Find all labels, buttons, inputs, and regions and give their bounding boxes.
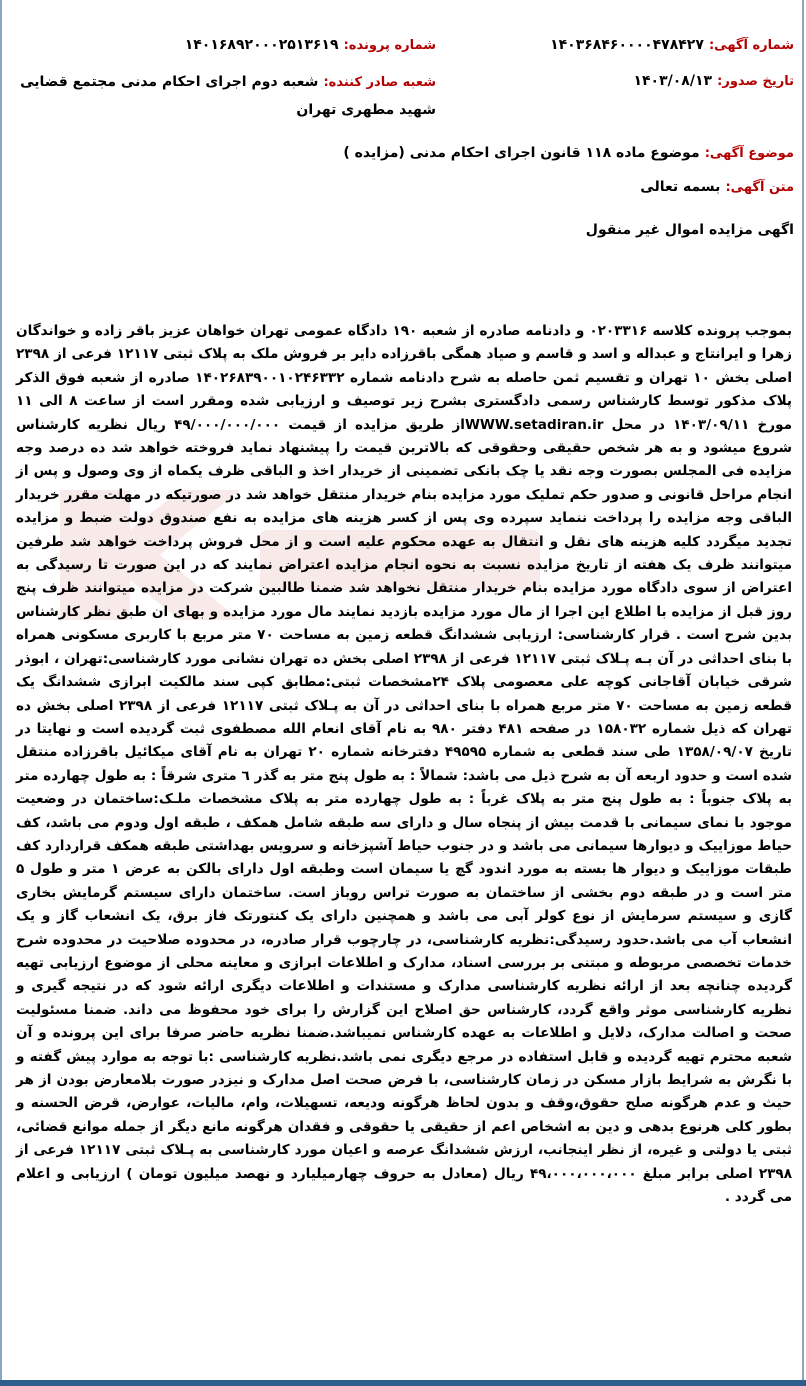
subject-label: موضوع آگهی: xyxy=(704,146,794,161)
subject-value: موضوع ماده ۱۱۸ قانون اجرای احکام مدنی (مزایده ) xyxy=(343,145,700,161)
subject-row xyxy=(14,142,794,161)
notice-number: ۱۴۰۳۶۸۴۶۰۰۰۰۴۷۸۴۲۷ xyxy=(550,37,704,53)
notice-number-label: شماره آگهی: xyxy=(708,38,794,53)
body-text-label: متن آگهی: xyxy=(725,180,794,195)
file-number: ۱۴۰۱۶۸۹۲۰۰۰۲۵۱۳۶۱۹ xyxy=(184,37,339,53)
notice-heading: اگهی مزایده اموال غیر منقول xyxy=(585,222,794,238)
file-number-label: شماره پرونده: xyxy=(343,38,436,53)
issuer: شعبه دوم اجرای احکام مدنی مجتمع قضایی شهید مطهری تهران xyxy=(20,74,436,118)
file-number-row xyxy=(16,34,436,53)
bottom-bar xyxy=(0,1380,806,1386)
body-text-value: بسمه تعالی xyxy=(640,179,721,195)
issue-date-label: تاریخ صدور: xyxy=(717,74,794,89)
issue-date-row xyxy=(404,70,794,89)
notice-number-row xyxy=(404,34,794,53)
notice-body: بموجب پرونده کلاسه ۰۲۰۳۳۱۶ و دادنامه صادره از شعبه ۱۹۰ دادگاه عمومی تهران خواهان عزیز باقر زاده و خواندگان زهرا و ایرانتاج و عبداله و اسد و قاسم و صیاد همگی باقرزاده دایر بر فروش ملک به پلاک ثبتی ۱۲۱۱۷ فرعی از ۲۳۹۸ اصلی بخش ۱۰ تهران و تقسیم ثمن حاصله به شرح دادنامه شماره ۱۴۰۲۶۸۳۹۰۰۱۰۲۴۶۳۳۲ صادره از شعبه فوق الذکر پلاک مذکور توسط کارشناس رسمی دادگستری بشرح زیر توصیف و ارزیابی شده ومقرر است از ساعت ۸ الی ۱۱ مورخ ۱۴۰۳/۰۹/۱۱ در محل WWW.setadiran.irاز طریق مزایده از قیمت ۴۹/۰۰۰/۰۰۰/۰۰۰ ریال نظریه کارشناس شروع میشود و به هر شخص حقیقی وحقوقی که بالاترین قیمت را پیشنهاد نماید فروخته خواهد شد ده درصد وجه مزایده فی المجلس بصورت وجه نقد یا چک بانکی تضمینی از خریدار اخذ و الباقی ظرف یکماه از وی وصول و پس از انجام مراحل قانونی و صدور حکم تملیک مورد مزایده بنام خریدار منتقل خواهد شد در صورتیکه در مهلت مقرر خریدار الباقی وجه مزایده را پرداخت ننماید سپرده وی پس از کسر هزینه های مزایده به نفع صندوق دولت ضبط و مزایده تجدید میگردد کلیه هزینه های نقل و انتقال به عهده محکوم علیه است و از محل فروش پرداخت خواهد شد طرفین میتوانند ظرف یک هفته از تاریخ مزایده نسبت به نحوه انجام مزایده اعتراض نمایند که در این صورت تا رسیدگی به اعتراض از سوی دادگاه مورد مزایده بنام خریدار منتقل نخواهد شد ضمنا طالبین شرکت در مزایده میتوانند ظرف پنج روز قبل از مزایده با اطلاع این اجرا از مال مورد مزایده بازدید نمایند مال مورد مزایده و بهای ان طبق نظر کارشناس بدین شرح است . قرار کارشناسی: ارزیابی ششدانگ قطعه زمین به مساحت ۷۰ متر مربع با کاربری مسکونی همراه با بنای احداثی در آن بـه پـلاک ثبتی ۱۲۱۱۷ فرعی از ۲۳۹۸ اصلی بخش ده تهران نشانی مورد کارشناسی:تهران ، ابوذر شرقی خیابان آقاجانی کوچه علی معصومی پلاک ۲۴مشخصات ثبتی:مطابق کپی سند مالکیت ابرازی ششدانگ یک قطعه زمین به مساحت ۷۰ متر مربع همراه با بنای احداثی در آن به پـلاک ثبتی ۱۲۱۱۷ فرعی از ۲۳۹۸ اصلی بخش ده تهران که ذیل شماره ۱۵۸۰۳۲ در صفحه ۴۸۱ دفتر ۹۸۰ به نام آقای انعام الله مصطفوی ثبت گردیده است و نهایتا در تاریخ ۱۳۵۸/۰۹/۰۷ طی سند قطعی به شماره ۴۹۵۹۵ دفترخانه شماره ۲۰ تهران به نام آقای میکائیل باقرزاده منتقل شده است و حدود اربعه آن به شرح ذیل می باشد: شمالاً : به طول پنج متر به گذر ٦ متری شرقاً : به طول چهارده متر به پلاک جنوباً : به طول پنج متر به پلاک غرباً : به طول چهارده متر به پلاک مشخصات ملـک:ساختمان در وضعیت موجود با نمای سیمانی با قدمت بیش از پنجاه سال و دارای سه طبقه شامل همکف ، طبقه اول ودوم می باشد، کف حیاط موزاییک و دیوارها سیمانی می باشد و در جنوب حیاط آشپزخانه و سرویس بهداشتی طبقه همکف قراردارد کف طبقات موزاییک و دیوار ها بسته به مورد اندود گچ یا سیمان است وطبقه اول دارای بالکن به عرض ۱ متر و طول ۵ متر است و در طبقه دوم بخشی از ساختمان به صورت تراس روباز است. ساختمان دارای سیستم گرمایش بخاری گازی و سیستم سرمایش از نوع کولر آبی می باشد و همچنین دارای یک کنتورتک فاز برق، یک انشعاب گاز و یک انشعاب آب می باشد.حدود رسیدگی:نظریه کارشناسی، در چارچوب قرار صادره، در محدوده صلاحیت در محدوده شرح خدمات تخصصی مربوطه و مبتنی بر بررسی اسناد، مدارک و اطلاعات ابرازی و معاینه محلی از موضوع ارزیابی تهیه گردیده چنانچه بعد از ارائه نظریه کارشناسی مدارک و مستندات و اطلاعات دیگری ارائه شود که در نتیجه گیری و نظریه کارشناسی موثر واقع گردد، کارشناس حق اصلاح این گزارش را برای خود محفوظ می داند. ضمنا مسئولیت صحت و اصالت مدارک، دلایل و اطلاعات به عهده کارشناس نمیباشد.ضمنا نظریه حاضر صرفا برای این پرونده و آن شعبه محترم تهیه گردیده و قابل استفاده در مرجع دیگری نمی باشد.نظریه کارشناسی :با توجه به موارد پیش گفته و با نگرش به شرایط بازار مسکن در زمان کارشناسی، با فرض صحت اصل مدارک و نیزدر صورت بلامعارض بودن از هر حیث و عدم هرگونه صلح حقوق،وقف و بدون لحاظ هرگونه ودیعه، تسهیلات، وام، مالیات، عوارض، قرض الحسنه و بطور کلی هرنوع بدهی و دین به اشخاص اعم از حقیقی یا حقوقی و فقدان هرگونه مانع دیگر از جمله موانع قضائی، ثبتی یا دولتی و غیره، از نظر اینجانب، ارزش ششدانگ عرصه و اعیان مورد کارشناسی به پـلاک ثبتی ۱۲۱۱۷ فرعی از ۲۳۹۸ اصلی برابر مبلغ ۴۹،۰۰۰،۰۰۰،۰۰۰ ریال (معادل به حروف چهارمیلیارد و نهصد میلیون تومان ) ارزیابی و اعلام می گردد . xyxy=(16,323,793,1206)
issuer-label: شعبه صادر کننده: xyxy=(323,75,436,90)
body-label-row xyxy=(14,176,794,195)
issue-date: ۱۴۰۳/۰۸/۱۳ xyxy=(633,73,713,89)
issuer-row xyxy=(16,68,436,123)
